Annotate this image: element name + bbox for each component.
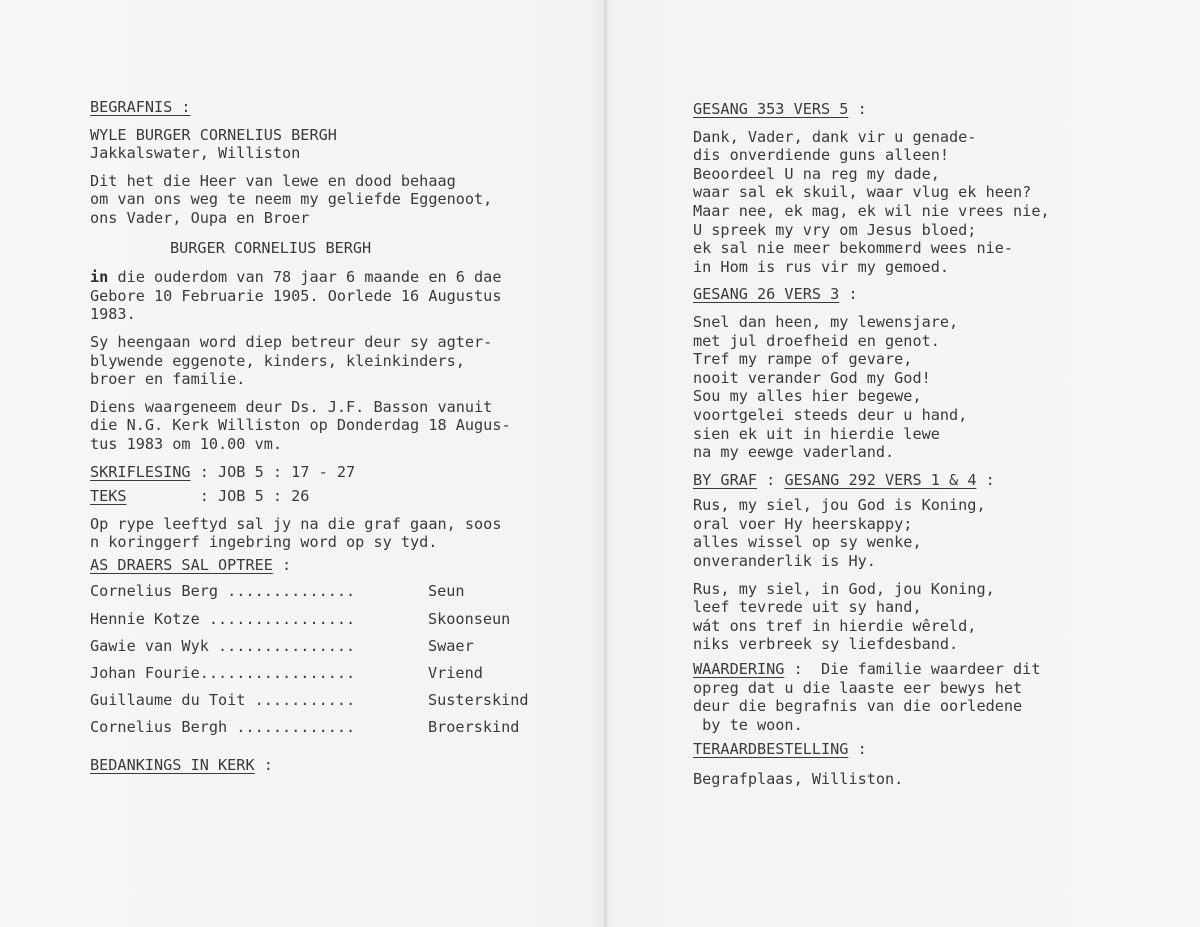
bedankings-label: BEDANKINGS IN KERK <box>90 755 255 774</box>
hymn-line: alles wissel op sy wenke, <box>693 533 922 552</box>
hymn-line: Beoordeel U na reg my dade, <box>693 164 940 183</box>
bearer-name: Cornelius Bergh ............. <box>90 718 356 737</box>
hymn-line: nooit verander God my God! <box>693 368 931 387</box>
hymn-line: oral voer Hy heerskappy; <box>693 514 913 533</box>
hymn-line: voortgelei steeds deur u hand, <box>693 405 968 424</box>
bearer-relation: Broerskind <box>428 718 520 737</box>
intro-line: Dit het die Heer van lewe en dood behaag <box>90 171 456 190</box>
left-page <box>90 98 600 774</box>
gesang-353-suffix: : <box>848 100 867 118</box>
hymn-line: dis onverdiende guns alleen! <box>693 146 950 165</box>
bearer-relation: Seun <box>428 582 465 601</box>
gesang-292-stanza-2 <box>693 580 1193 654</box>
skriflesing-label: SKRIFLESING <box>90 462 191 481</box>
by-graf-heading <box>693 471 1193 490</box>
bedankings-heading <box>90 756 600 775</box>
age-line <box>90 268 600 287</box>
mourned-line: broer en familie. <box>90 370 246 389</box>
draers-label: AS DRAERS SAL OPTREE <box>90 555 273 574</box>
hymn-line: onveranderlik is Hy. <box>693 552 876 571</box>
gesang-26-suffix: : <box>839 285 858 304</box>
hymn-line: Tref my rampe of gevare, <box>693 350 913 369</box>
bearer-name: Cornelius Berg .............. <box>90 582 356 601</box>
hymn-line: Dank, Vader, dank vir u genade- <box>693 127 977 146</box>
mourned-line: Sy heengaan word diep betreur deur sy agter- <box>90 332 493 351</box>
hymn-line: Rus, my siel, in God, jou Koning, <box>693 579 995 598</box>
hymn-line: waar sal ek skuil, waar vlug ek heen? <box>693 183 1032 202</box>
right-page <box>693 100 1193 789</box>
waardering-label: WAARDERING <box>693 660 785 679</box>
intro-line: ons Vader, Oupa en Broer <box>90 208 310 227</box>
page-fold <box>604 0 607 927</box>
hymn-line: ek sal nie meer bekommerd wees nie- <box>693 239 1014 258</box>
bearer-relation: Susterskind <box>428 691 529 710</box>
hymn-line: Sou my alles hier begewe, <box>693 387 922 406</box>
hymn-line: Rus, my siel, jou God is Koning, <box>693 496 986 515</box>
bearer-name: Guillaume du Toit ........... <box>90 691 356 710</box>
bearer-row <box>90 633 600 660</box>
bedankings-suffix: : <box>254 755 273 774</box>
bearer-row <box>90 578 600 605</box>
bearer-name: Johan Fourie................. <box>90 664 356 683</box>
by-graf-sep: : <box>757 470 785 489</box>
by-graf-label: BY GRAF <box>693 470 758 489</box>
gesang-26-heading <box>693 285 1193 304</box>
gesang-292-label: GESANG 292 VERS 1 & 4 <box>784 470 977 489</box>
gesang-353-heading <box>693 100 1193 119</box>
name-centered: BURGER CORNELIUS BERGH <box>170 238 372 257</box>
intro-line: om van ons weg te neem my geliefde Eggenoot, <box>90 190 493 209</box>
waardering-line: opreg dat u die laaste eer bewys het <box>693 678 1023 697</box>
hymn-line: Maar nee, ek mag, ek wil nie vrees nie, <box>693 201 1050 220</box>
bearer-relation: Skoonseun <box>428 609 511 628</box>
age-rest: die ouderdom van 78 jaar 6 maande en 6 dae <box>108 268 502 287</box>
bearer-row <box>90 687 600 714</box>
teraardbestelling-heading <box>693 740 1193 759</box>
bearer-name: Gawie van Wyk ............... <box>90 636 356 655</box>
hymn-line: met jul droefheid en genot. <box>693 331 940 350</box>
dates-line: Gebore 10 Februarie 1905. Oorlede 16 Augustus <box>90 286 502 305</box>
verse-line: n koringgerf ingebring word op sy tyd. <box>90 533 438 552</box>
teks-line <box>90 487 600 506</box>
hymn-line: leef tevrede uit sy hand, <box>693 598 922 617</box>
skriflesing-line <box>90 463 600 482</box>
dates-line: 1983. <box>90 305 136 324</box>
waardering-text: : Die familie waardeer dit <box>784 660 1041 679</box>
hymn-line: in Hom is rus vir my gemoed. <box>693 257 950 276</box>
waardering-line: deur die begrafnis van die oorledene <box>693 697 1023 716</box>
draers-heading <box>90 556 600 575</box>
hymn-line: na my eewge vaderland. <box>693 443 895 462</box>
gesang-353-stanza <box>693 128 1193 277</box>
mourned-line: blywende eggenote, kinders, kleinkinders, <box>90 351 465 370</box>
bearers-list <box>90 578 600 741</box>
bearer-name: Hennie Kotze ................ <box>90 609 356 628</box>
mourned-paragraph <box>90 333 600 389</box>
deceased-line-1: WYLE BURGER CORNELIUS BERGH <box>90 125 337 144</box>
bearer-row <box>90 714 600 741</box>
verse-line: Op rype leeftyd sal jy na die graf gaan, soos <box>90 514 502 533</box>
gesang-353-label: GESANG 353 VERS 5 <box>693 100 849 118</box>
waardering-paragraph <box>693 660 1193 734</box>
hymn-line: U spreek my vry om Jesus bloed; <box>693 220 977 239</box>
waardering-line <box>693 660 1193 679</box>
hymn-line: sien ek uit in hierdie lewe <box>693 424 940 443</box>
teraardbestelling-suffix: : <box>848 740 867 759</box>
teraardbestelling-label: TERAARDBESTELLING <box>693 740 849 759</box>
gesang-292-stanza-1 <box>693 496 1193 570</box>
teks-value: : JOB 5 : 26 <box>126 487 310 506</box>
waardering-line: by te woon. <box>693 715 803 734</box>
draers-suffix: : <box>272 555 292 574</box>
by-graf-suffix: : <box>976 470 995 489</box>
service-line: tus 1983 om 10.00 vm. <box>90 434 283 453</box>
teks-label: TEKS <box>90 487 127 506</box>
bearer-row <box>90 660 600 687</box>
hymn-line: niks verbreek sy liefdesband. <box>693 635 959 654</box>
hymn-line: Snel dan heen, my lewensjare, <box>693 312 959 331</box>
bearer-relation: Vriend <box>428 664 483 683</box>
hymn-line: wát ons tref in hierdie wêreld, <box>693 616 977 635</box>
heading-begrafnis: BEGRAFNIS : <box>90 98 191 116</box>
service-line: Diens waargeneem deur Ds. J.F. Basson vanuit <box>90 397 493 416</box>
intro-paragraph <box>90 172 600 228</box>
service-line: die N.G. Kerk Williston op Donderdag 18 Augus- <box>90 416 511 435</box>
burial-place: Begrafplaas, Williston. <box>693 770 904 788</box>
age-prefix: in <box>90 268 109 287</box>
skriflesing-value: : JOB 5 : 17 - 27 <box>190 462 356 481</box>
gesang-26-label: GESANG 26 VERS 3 <box>693 285 840 304</box>
gesang-26-stanza <box>693 313 1193 462</box>
bearer-relation: Swaer <box>428 636 474 655</box>
service-paragraph <box>90 398 600 454</box>
deceased-line-2: Jakkalswater, Williston <box>90 144 301 163</box>
bearer-row <box>90 606 600 633</box>
